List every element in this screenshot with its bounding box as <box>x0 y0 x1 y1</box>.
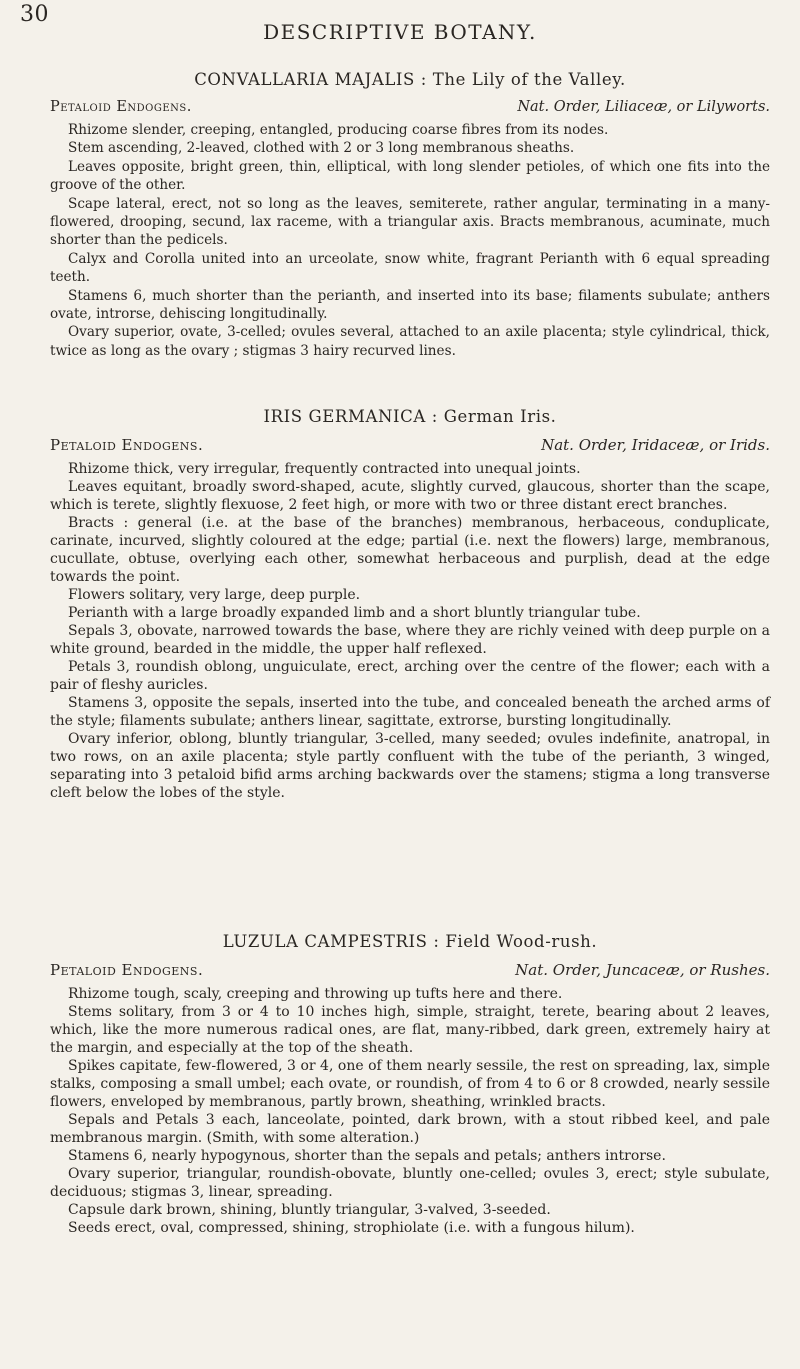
species-title: CONVALLARIA MAJALIS : The Lily of the Valley. <box>194 70 626 89</box>
natural-order: Nat. Order, Liliaceæ, or Lilyworts. <box>517 99 770 115</box>
page-number: 30 <box>20 2 49 27</box>
description-paragraph: Ovary inferior, oblong, bluntly triangular, 3-celled, many seeded; ovules indefinite, anatropal, in two rows, on an axile placenta; style partly confluent with the tube of the perianth, 3 winged, separating into 3 petaloid bifid arms arching backwards over the stamens; stigma a long transverse cleft below the lobes of the style. <box>50 731 770 801</box>
class-group: Petaloid Endogens. <box>50 436 204 454</box>
description-paragraph: Perianth with a large broadly expanded limb and a short bluntly triangular tube. <box>68 605 641 621</box>
description-paragraph: Stems solitary, from 3 or 4 to 10 inches high, simple, straight, terete, bearing about 2 leaves, which, like the more numerous radical ones, are flat, many-ribbed, dark green, extremely hairy at the margin, and especially at the top of the sheath. <box>50 1004 770 1056</box>
description-paragraph: Petals 3, roundish oblong, unguiculate, erect, arching over the centre of the flower; each with a pair of fleshy auricles. <box>50 659 770 693</box>
description-paragraph: Ovary superior, triangular, roundish-obovate, bluntly one-celled; ovules 3, erect; style subulate, deciduous; stigmas 3, linear, spreading. <box>50 1166 770 1200</box>
species-section-luzula <box>50 932 770 1237</box>
description-paragraph: Ovary superior, ovate, 3-celled; ovules several, attached to an axile placenta; style cylindrical, thick, twice as long as the ovary ; stigmas 3 hairy recurved lines. <box>50 324 770 359</box>
class-group: Petaloid Endogens. <box>50 99 192 115</box>
description-paragraph: Bracts : general (i.e. at the base of the branches) membranous, herbaceous, conduplicate, carinate, incurved, slightly coloured at the edge; partial (i.e. next the flowers) large, membranous, cucullate, obtuse, overlying each other, somewhat herbaceous and purplish, dead at the edge towards the point. <box>50 515 770 585</box>
description-paragraph: Sepals 3, obovate, narrowed towards the base, where they are richly veined with deep purple on a white ground, bearded in the middle, the upper half reflexed. <box>50 623 770 657</box>
species-title: IRIS GERMANICA : German Iris. <box>263 407 557 426</box>
natural-order: Nat. Order, Iridaceæ, or Irids. <box>541 436 770 454</box>
description-paragraph: Stamens 6, much shorter than the perianth, and inserted into its base; filaments subulate; anthers ovate, introrse, dehiscing longitudinally. <box>50 287 770 323</box>
description-paragraph: Scape lateral, erect, not so long as the leaves, semiterete, rather angular, terminating in a many-flowered, drooping, secund, lax raceme, with a triangular axis. Bracts membranous, acuminate, much shorter than the pedicels. <box>50 195 770 249</box>
classification-line <box>50 961 770 979</box>
description-paragraph: Rhizome slender, creeping, entangled, producing coarse fibres from its nodes. <box>68 122 609 138</box>
description-paragraph: Rhizome tough, scaly, creeping and throwing up tufts here and there. <box>68 986 563 1002</box>
natural-order: Nat. Order, Juncaceæ, or Rushes. <box>515 961 770 979</box>
description-paragraph: Capsule dark brown, shining, bluntly triangular, 3-valved, 3-seeded. <box>68 1202 551 1218</box>
classification-line <box>50 436 770 454</box>
description-paragraph: Sepals and Petals 3 each, lanceolate, pointed, dark brown, with a stout ribbed keel, and pale membranous margin. (Smith, with some alteration.) <box>50 1112 770 1146</box>
description-paragraph: Flowers solitary, very large, deep purple. <box>68 587 361 603</box>
description-paragraph: Stem ascending, 2-leaved, clothed with 2 or 3 long membranous sheaths. <box>68 140 575 157</box>
description-paragraph: Rhizome thick, very irregular, frequently contracted into unequal joints. <box>68 461 581 477</box>
description-paragraph: Spikes capitate, few-flowered, 3 or 4, one of them nearly sessile, the rest on spreading, lax, simple stalks, composing a small umbel; each ovate, or roundish, of from 4 to 6 or 8 crowded, nearly sessile flowers, enveloped by membranous, partly brown, sheathing, wrinkled bracts. <box>50 1058 770 1110</box>
description-paragraph: Stamens 6, nearly hypogynous, shorter than the sepals and petals; anthers introrse. <box>68 1148 666 1164</box>
species-title: LUZULA CAMPESTRIS : Field Wood-rush. <box>222 932 598 951</box>
classification-line <box>50 99 770 115</box>
species-section-convallaria <box>50 70 770 360</box>
description-paragraph: Seeds erect, oval, compressed, shining, strophiolate (i.e. with a fungous hilum). <box>68 1220 635 1236</box>
description-paragraph: Calyx and Corolla united into an urceolate, snow white, fragrant Perianth with 6 equal spreading teeth. <box>50 250 770 286</box>
running-title: DESCRIPTIVE BOTANY. <box>263 20 537 44</box>
description-paragraph: Leaves equitant, broadly sword-shaped, acute, slightly curved, glaucous, shorter than the scape, which is terete, slightly flexuose, 2 feet high, or more with two or three distant erect branches. <box>50 479 770 513</box>
description-paragraph: Stamens 3, opposite the sepals, inserted into the tube, and concealed beneath the arched arms of the style; filaments subulate; anthers linear, sagittate, extrorse, bursting longitudinally. <box>50 695 770 729</box>
class-group: Petaloid Endogens. <box>50 961 204 979</box>
description-paragraph: Leaves opposite, bright green, thin, elliptical, with long slender petioles, of which one fits into the groove of the other. <box>50 158 770 194</box>
species-section-iris <box>50 407 770 802</box>
